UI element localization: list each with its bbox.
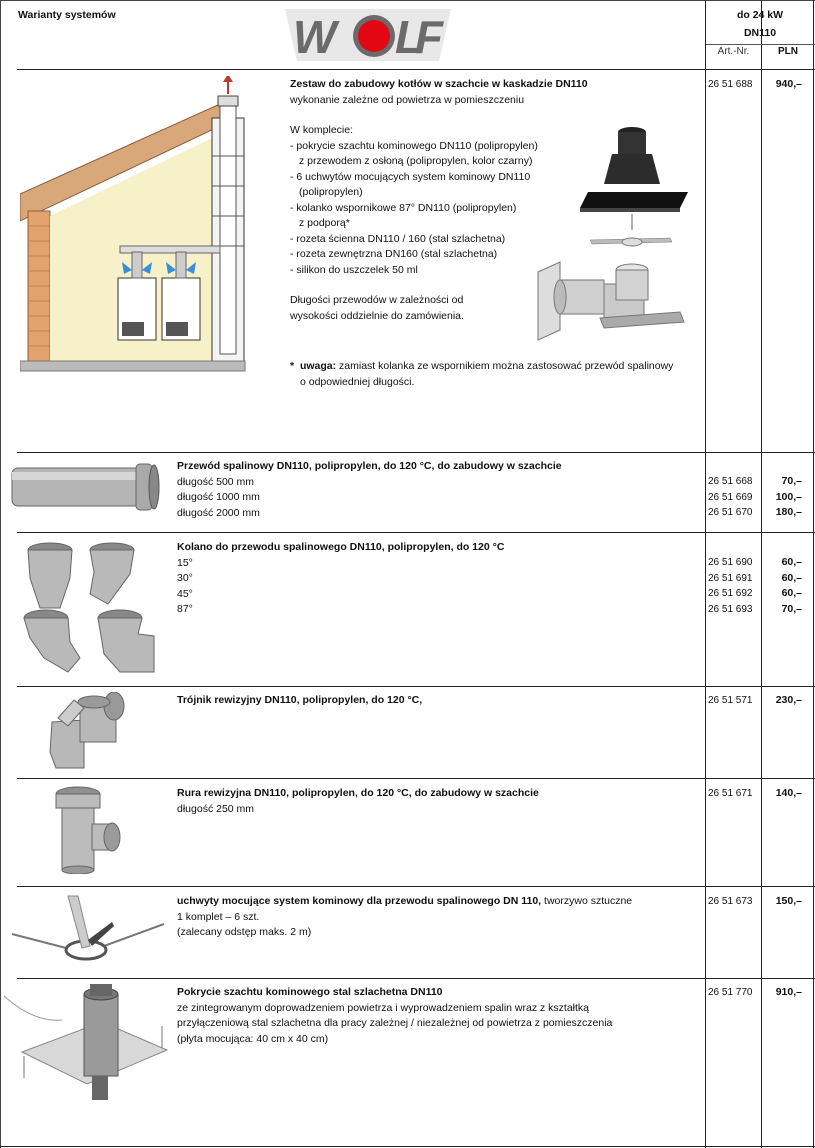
product-line: długość 250 mm (177, 802, 255, 815)
variant-label: 87° (177, 603, 193, 615)
header-subdivider (706, 44, 815, 45)
product-note (290, 359, 702, 390)
product-flue-pipe-text (177, 459, 702, 521)
product-line: - kolanko wspornikowe 87° DN110 (polipropylen) (290, 201, 517, 214)
product-art-nr: 26 51 673 (708, 896, 753, 907)
flue-pipe-image (8, 462, 163, 512)
row-separator (17, 886, 815, 887)
product-price: 910,– (775, 986, 802, 998)
note-text-2: o odpowiedniej długości. (300, 375, 415, 388)
product-art-nr: 26 51 671 (708, 788, 753, 799)
product-price: 150,– (775, 895, 802, 907)
product-title: Rura rewizyjna DN110, polipropylen, do 120 °C, do zabudowy w szachcie (177, 787, 539, 799)
variant-art-nr: 26 51 669 (708, 491, 753, 503)
product-brackets-text (177, 894, 702, 941)
product-line: 1 komplet – 6 szt. (177, 910, 260, 923)
product-line: przyłączeniową stal szlachetna dla pracy zależnej / niezależnej od powietrza z pomieszczenia (177, 1017, 613, 1029)
variant-label: długość 500 mm (177, 475, 255, 488)
variant-price: 60,– (781, 556, 802, 568)
product-price: 230,– (775, 694, 802, 706)
variant-label: 15° (177, 556, 193, 569)
product-title: Kolano do przewodu spalinowego DN110, polipropylen, do 120 °C (177, 541, 505, 553)
mounting-brackets-image (8, 890, 168, 970)
product-art-nr: 26 51 571 (708, 695, 753, 706)
variant-art-nr: 26 51 668 (708, 476, 753, 487)
variant-price: 180,– (775, 506, 802, 518)
product-line: z podporą* (299, 217, 350, 229)
variant-price-list (762, 474, 802, 521)
product-line: - silikon do uszczelek 50 ml (290, 263, 418, 276)
product-line: ze zintegrowanym doprowadzeniem powietrza i wyprowadzeniem spalin wraz z kształtką (177, 1001, 590, 1014)
variant-price: 60,– (781, 571, 802, 584)
variant-art-nr: 26 51 690 (708, 557, 753, 568)
variant-art-list (708, 555, 760, 617)
shaft-cover-image (2, 982, 172, 1102)
cascade-house-illustration (20, 76, 255, 376)
variant-label: długość 1000 mm (177, 491, 260, 503)
product-title: Przewód spalinowy DN110, polipropylen, do 120 °C, do zabudowy w szachcie (177, 460, 562, 472)
product-line: (polipropylen) (299, 186, 363, 198)
product-price: 940,– (775, 78, 802, 90)
product-line: - rozeta zewnętrzna DN160 (stal szlachetna) (290, 248, 498, 260)
product-title-suffix: tworzywo sztuczne (541, 895, 633, 907)
power-rating: do 24 kW (736, 9, 784, 21)
product-line: Długości przewodów w zależności od (290, 294, 464, 306)
variant-art-nr: 26 51 670 (708, 507, 753, 518)
product-price: 140,– (775, 787, 802, 799)
svg-text:LF: LF (395, 11, 443, 61)
cascade-kit-parts-image (520, 122, 700, 342)
note-text: zamiast kolanka ze wspornikiem można zastosować przewód spalinowy (336, 360, 674, 372)
row-separator (17, 978, 815, 979)
variant-price: 70,– (781, 602, 802, 615)
top-border (0, 0, 815, 1)
product-line: - 6 uchwytów mocujących system kominowy DN110 (290, 170, 531, 183)
variant-label: długość 2000 mm (177, 506, 260, 519)
product-line: z przewodem z osłoną (polipropylen, kolor czarny) (299, 155, 533, 167)
product-inspection-pipe-text (177, 786, 702, 817)
product-elbow-text (177, 540, 702, 618)
product-line: wysokości oddzielnie do zamówienia. (290, 309, 464, 322)
variant-art-nr: 26 51 692 (708, 588, 753, 599)
product-title: Trójnik rewizyjny DN110, polipropylen, do 120 °C, (177, 694, 423, 706)
column-header-pln: PLN (778, 46, 798, 57)
product-art-nr: 26 51 688 (708, 79, 753, 90)
product-line: (płyta mocująca: 40 cm x 40 cm) (177, 1032, 329, 1045)
page-title: Warianty systemów (18, 9, 116, 21)
product-shaft-cover-text (177, 985, 702, 1047)
diameter-header: DN110 (743, 27, 777, 39)
product-title: uchwyty mocujące system kominowy dla przewodu spalinowego DN 110, (177, 895, 542, 907)
product-subtitle: wykonanie zależne od powietrza w pomieszczeniu (290, 93, 525, 106)
row-separator (17, 452, 815, 453)
note-label: uwaga: (299, 360, 337, 372)
wolf-logo (285, 9, 451, 61)
row-separator (17, 778, 815, 779)
inspection-pipe-image (48, 784, 128, 874)
row-separator (17, 532, 815, 533)
column-header-art-nr: Art.-Nr. (717, 46, 750, 57)
inspection-tee-image (44, 692, 134, 772)
note-asterisk: * (290, 360, 295, 372)
product-line: (zalecany odstęp maks. 2 m) (177, 926, 312, 938)
variant-price: 60,– (781, 587, 802, 599)
bottom-border (0, 1146, 815, 1147)
product-line: - pokrycie szachtu kominowego DN110 (polipropylen) (290, 139, 538, 152)
row-separator (17, 686, 815, 687)
variant-label: 45° (177, 587, 193, 600)
svg-text:W: W (293, 11, 337, 61)
column-divider-art (705, 0, 706, 1148)
variant-price-list (762, 555, 802, 617)
elbow-fittings-image (20, 538, 155, 673)
product-tee-text (177, 693, 702, 709)
product-line: - rozeta ścienna DN110 / 160 (stal szlachetna) (290, 232, 506, 245)
product-art-nr: 26 51 770 (708, 987, 753, 998)
product-title: Zestaw do zabudowy kotłów w szachcie w kaskadzie DN110 (290, 78, 588, 90)
variant-art-list (708, 474, 760, 521)
header-separator (17, 69, 815, 70)
variant-art-nr: 26 51 691 (708, 572, 753, 584)
variant-price: 100,– (775, 490, 802, 503)
product-title: Pokrycie szachtu kominowego stal szlachetna DN110 (177, 986, 443, 998)
right-border (813, 0, 814, 1148)
left-border (0, 0, 1, 1148)
product-line: W komplecie: (290, 124, 354, 136)
variant-label: 30° (177, 572, 193, 584)
variant-art-nr: 26 51 693 (708, 603, 753, 615)
variant-price: 70,– (781, 475, 802, 487)
